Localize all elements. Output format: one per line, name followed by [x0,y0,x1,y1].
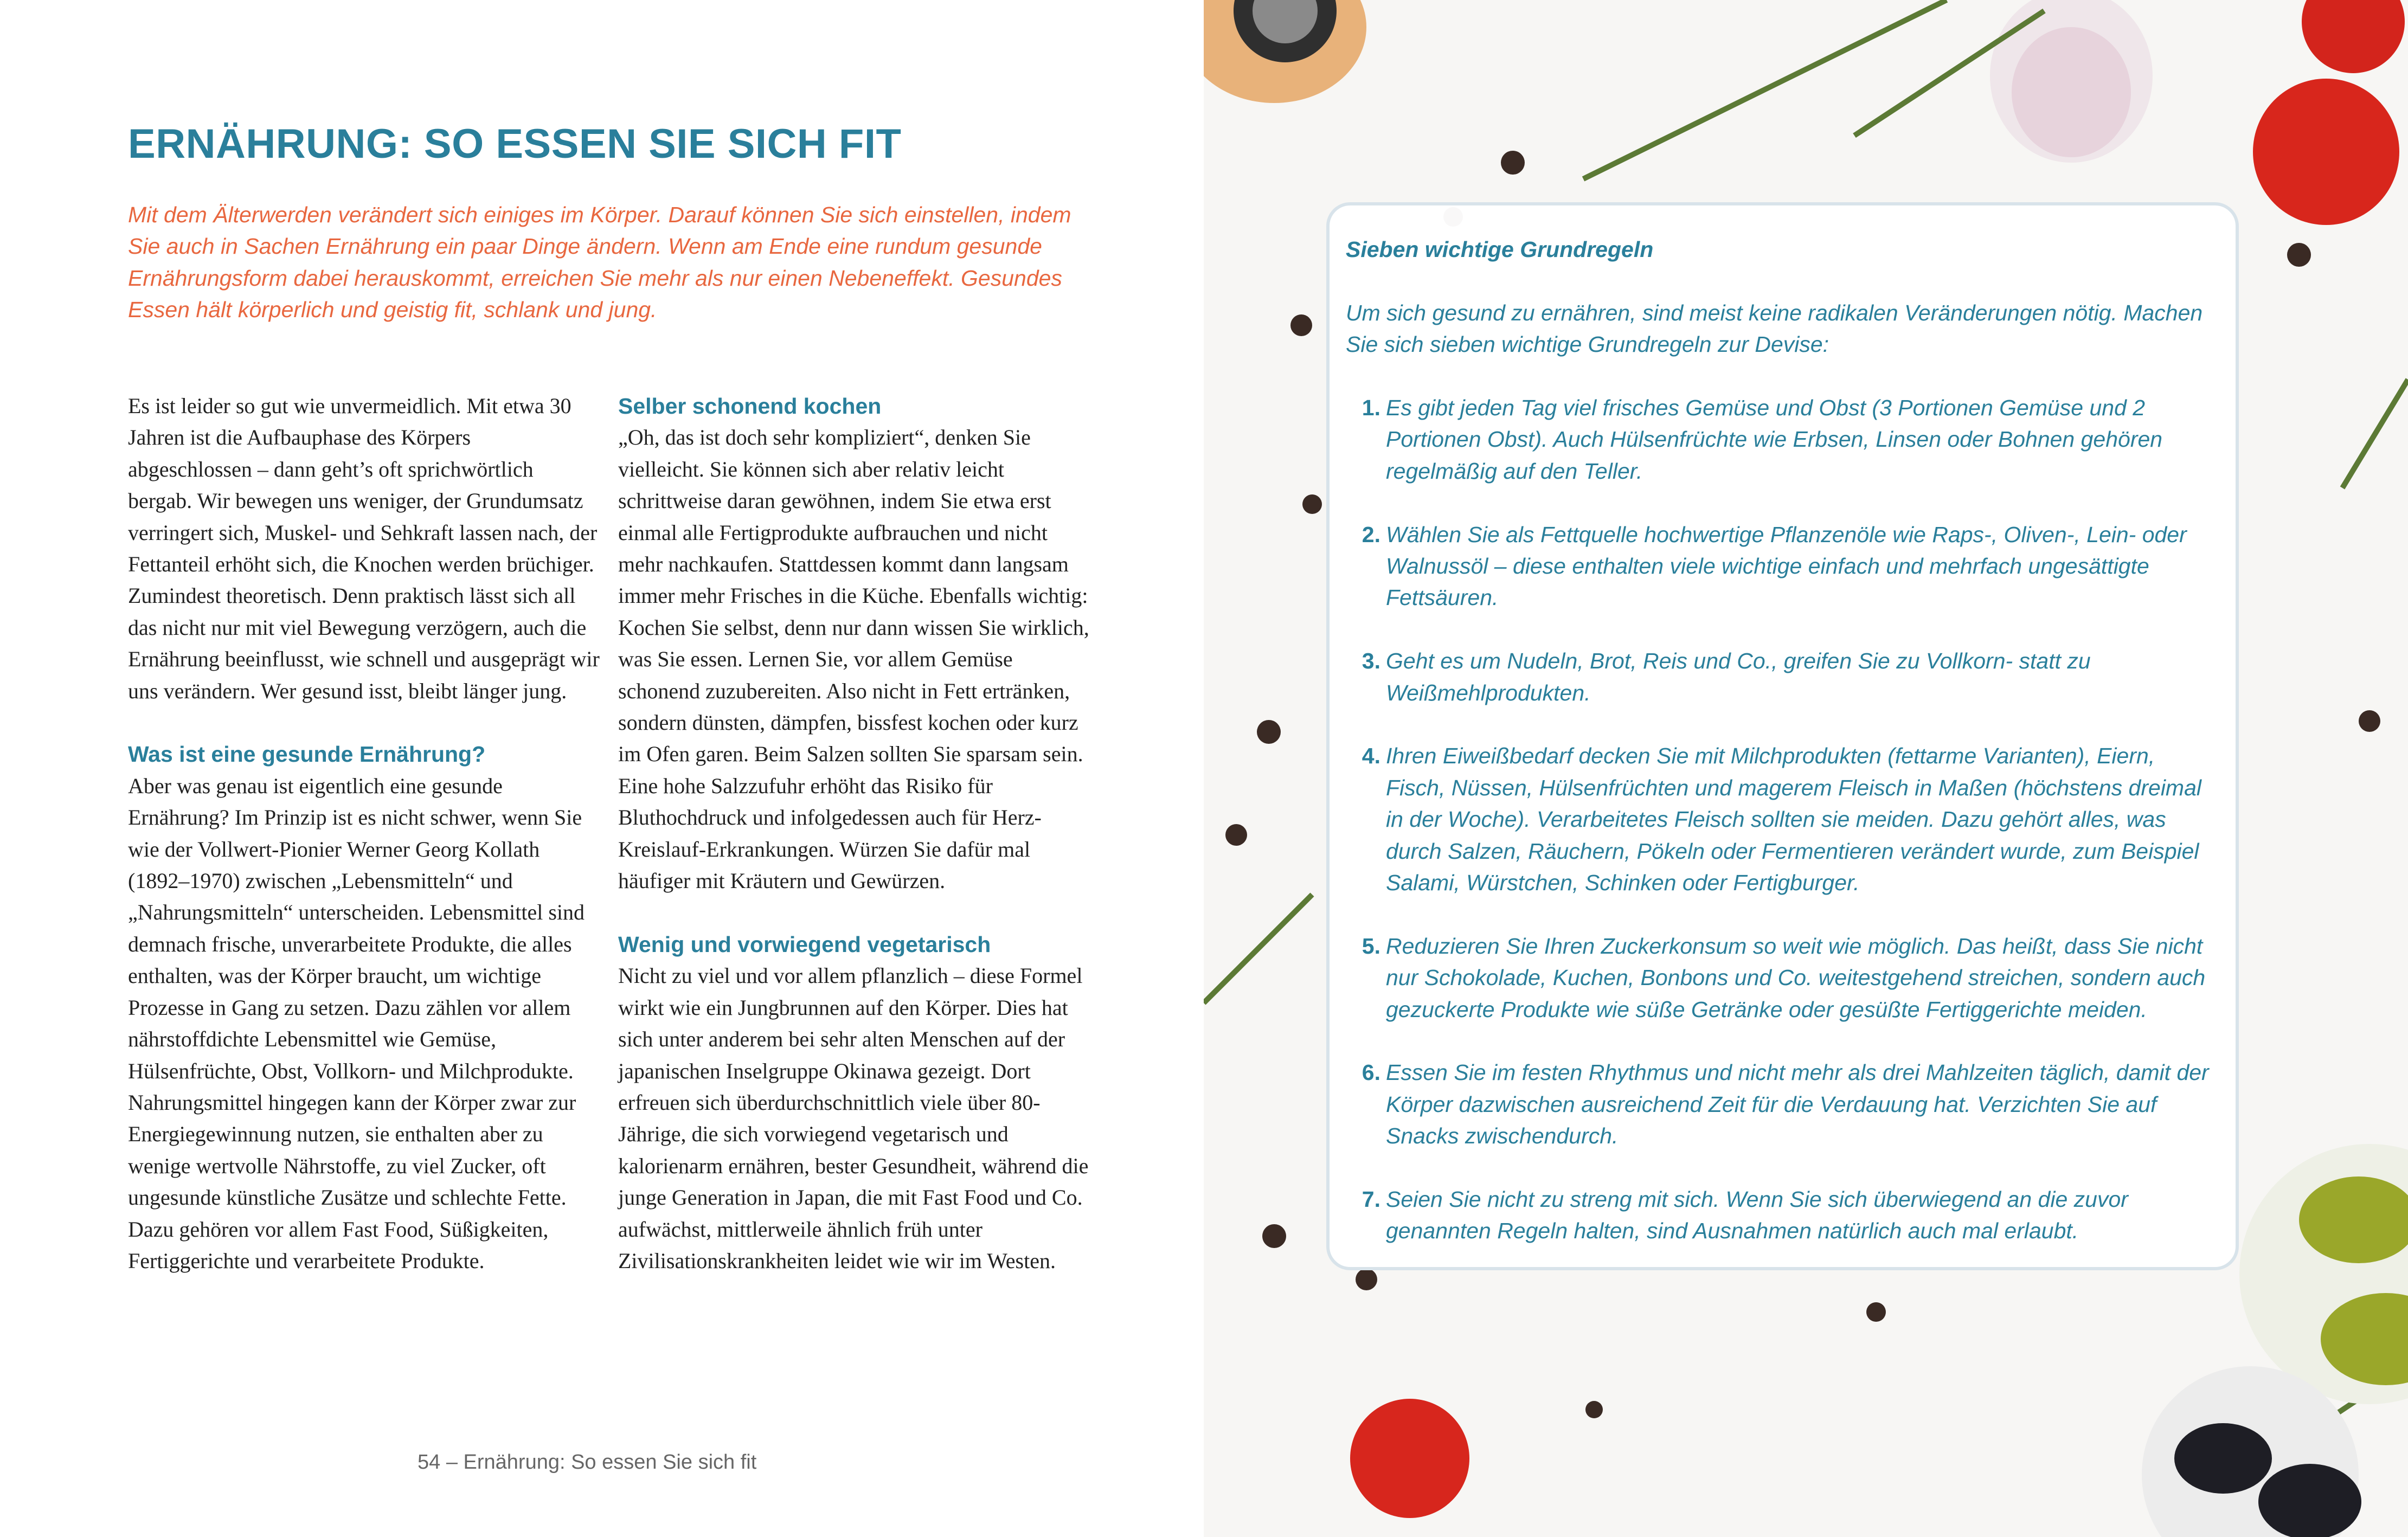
rule-number: 5. [1362,933,1380,959]
rule-text: Ihren Eiweißbedarf decken Sie mit Milchprodukten (fettarme Varianten), Eiern, Fisch, Nüssen, Hülsenfrüchten und magerem Fleisch in Maßen (höchstens dreimal in der Woche). Verarbeitetes Fleisch sollten sie meiden. Dazu gehört alles, was durch Salzen, Räuchern, Pökeln oder Fermentieren verändert wurde, zum Beispiel Salami, Würstchen, Schinken oder Fertigburger. [1386,743,2201,896]
tomato-icon [2302,0,2405,73]
list-item [1346,930,2214,1025]
intro-paragraph: Mit dem Älterwerden verändert sich einiges im Körper. Darauf können Sie sich einstellen, indem Sie auch in Sachen Ernährung ein paar Dinge ändern. Wenn am Ende eine rundum gesunde Ernährungsform dabei herauskommt, erreichen Sie mehr als nur einen Nebeneffekt. Gesundes Essen hält körperlich und geistig fit, schlank und jung. [128,202,1071,323]
section-heading: Wenig und vorwiegend vegetarisch [618,931,991,957]
rule-number: 3. [1362,648,1380,674]
rule-text: Reduzieren Sie Ihren Zuckerkonsum so weit wie möglich. Das heißt, dass Sie nicht nur Schokolade, Kuchen, Bonbons und Co. weitestgehend streichen, sondern auch gezuckerte Produkte wie süße Getränke oder gesüßte Fertiggerichte meiden. [1386,933,2206,1022]
black-olive-icon [2174,1423,2272,1494]
list-item [1346,1184,2214,1247]
text-column-2 [618,390,1090,1277]
rule-number: 7. [1362,1187,1380,1212]
text-column-1 [128,390,600,1277]
rule-number: 4. [1362,743,1380,769]
body-paragraph: „Oh, das ist doch sehr kompliziert“, denken Sie vielleicht. Sie können sich aber relativ leicht schrittweise daran gewöhnen, indem Sie etwa erst einmal alle Fertigprodukte aufbrauchen und nicht mehr nachkaufen. Stattdessen kommt dann langsam immer mehr Frisches in die Küche. Ebenfalls wichtig: Kochen Sie selbst, denn nur dann wissen Sie wirklich, was Sie essen. Lernen Sie, vor allem Gemüse schonend zuzubereiten. Also nicht in Fett ertränken, sondern dünsten, dämpfen, bissfest kochen oder kurz im Ofen garen. Beim Salzen sollten Sie sparsam sein. Eine hohe Salzzufuhr erhöht das Risiko für Bluthochdruck und infolgedessen auch für Herz-Kreislauf-Erkrankungen. Würzen Sie dafür mal häufiger mit Kräutern und Gewürzen. [618,425,1089,893]
rule-text: Essen Sie im festen Rhythmus und nicht mehr als drei Mahlzeiten täglich, damit der Körper dazwischen ausreichend Zeit für die Verdauung hat. Verzichten Sie auf Snacks zwischendurch. [1386,1060,2209,1149]
list-item [1346,1057,2214,1152]
rule-text: Seien Sie nicht zu streng mit sich. Wenn Sie sich überwiegend an die zuvor genannten Regeln halten, sind Ausnahmen natürlich auch mal erlaubt. [1386,1187,2128,1244]
list-item [1346,392,2214,487]
tomato-icon [2253,79,2399,225]
body-paragraph: Nicht zu viel und vor allem pflanzlich – diese Formel wirkt wie ein Jungbrunnen auf den Körper. Dies hat sich unter anderem bei sehr alten Menschen auf der japanischen Inselgruppe Okinawa gezeigt. Dort erfreuen sich überdurchschnittlich viele über 80-Jährige, die sich vorwiegend vegetarisch und kalorienarm ernähren, bester Gesundheit, während die junge Generation in Japan, die mit Fast Food und Co. aufwächst, mittlerweile ähnlich früh unter Zivilisationskrankheiten leidet wie wir im Westen. [618,963,1089,1273]
page-footer: 54 – Ernährung: So essen Sie sich fit [418,1451,757,1474]
rule-text: Es gibt jeden Tag viel frisches Gemüse und Obst (3 Portionen Gemüse und 2 Portionen Obst). Auch Hülsenfrüchte wie Erbsen, Linsen oder Bohnen gehören regelmäßig auf den Teller. [1386,395,2163,484]
rule-text: Wählen Sie als Fettquelle hochwertige Pflanzenöle wie Raps-, Oliven-, Lein- oder Walnussöl – diese enthalten viele wichtige einfach und mehrfach ungesättigte Fettsäuren. [1386,522,2187,610]
section-heading: Selber schonend kochen [618,394,882,419]
rule-number: 1. [1362,395,1380,420]
rule-number: 2. [1362,522,1380,547]
body-paragraph: Aber was genau ist eigentlich eine gesunde Ernährung? Im Prinzip ist es nicht schwer, wenn Sie wie der Vollwert-Pionier Werner Georg Kollath (1892–1970) zwischen „Lebensmitteln“ und „Nahrungsmitteln“ unterscheiden. Lebensmittel sind demnach frische, unverarbeitete Produkte, die alles enthalten, was der Körper braucht, um wichtige Prozesse in Gang zu setzen. Dazu zählen vor allem nährstoffdichte Lebensmittel wie Gemüse, Hülsenfrüchte, Obst, Vollkorn- und Milchprodukte. Nahrungsmittel hingegen kann der Körper zwar zur Energiegewinnung nutzen, sie enthalten aber zu wenige wertvolle Nährstoffe, zu viel Zucker, oft ungesunde künstliche Zusätze und schlechte Fette. Dazu gehören vor allem Fast Food, Süßigkeiten, Fertiggerichte und verarbeitete Produkte. [128,773,585,1273]
black-olive-icon [2258,1464,2361,1537]
page-title: ERNÄHRUNG: SO ESSEN SIE SICH FIT [128,121,902,167]
sidebar-intro: Um sich gesund zu ernähren, sind meist keine radikalen Veränderungen nötig. Machen Sie sich sieben wichtige Grundregeln zur Devise: [1346,300,2203,357]
rules-list [1346,392,2214,1247]
tomato-icon [1350,1399,1469,1518]
list-item [1346,519,2214,614]
list-item [1346,645,2214,709]
body-paragraph: Es ist leider so gut wie unvermeidlich. Mit etwa 30 Jahren ist die Aufbauphase des Körpers abgeschlossen – dann geht’s oft sprichwörtlich bergab. Wir bewegen uns weniger, der Grundumsatz verringert sich, Muskel- und Sehkraft lassen nach, der Fettanteil erhöht sich, die Knochen werden brüchiger. Zumindest theoretisch. Denn praktisch lässt sich all das nicht nur mit viel Bewegung verzögern, auch die Ernährung beeinflusst, wie schnell und ausgeprägt wir uns verändern. Wer gesund isst, bleibt länger jung. [128,394,600,703]
right-page-photo [1204,0,2408,1537]
rules-sidebar [1326,202,2239,1270]
rule-number: 6. [1362,1060,1380,1085]
rule-text: Geht es um Nudeln, Brot, Reis und Co., greifen Sie zu Vollkorn- statt zu Weißmehlprodukten. [1386,648,2091,705]
list-item [1346,740,2214,898]
section-heading: Was ist eine gesunde Ernährung? [128,742,486,767]
sidebar-title: Sieben wichtige Grundregeln [1346,237,1654,262]
